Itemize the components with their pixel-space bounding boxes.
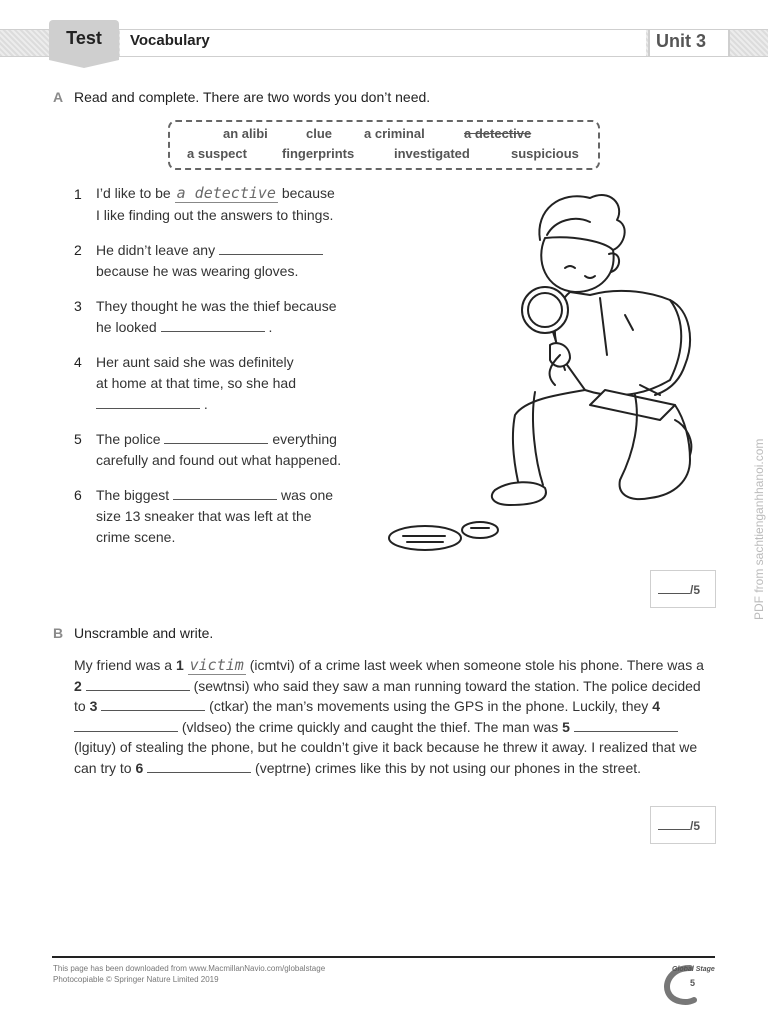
section-b-paragraph	[74, 655, 714, 778]
section-b-instruction: Unscramble and write.	[74, 625, 214, 641]
detective-illustration	[385, 180, 730, 560]
item-3-line-2	[96, 317, 396, 338]
item-number: 1	[74, 186, 82, 202]
score-a-blank[interactable]	[658, 583, 690, 594]
item-6-blank[interactable]	[173, 487, 277, 500]
item-2-line-1	[96, 240, 396, 261]
para-number: 5	[562, 718, 570, 735]
side-watermark: PDF from sachtienganhhanoi.com	[752, 438, 766, 620]
para-text: (icmtvi) of a crime last week when someone stole his phone. There was a	[245, 657, 704, 673]
word-bank-item: a suspect	[187, 146, 247, 161]
item-5-line-2: carefully and found out what happened.	[96, 452, 342, 468]
item-4-text-b: .	[203, 396, 208, 412]
word-bank-item: an alibi	[223, 126, 268, 141]
footer-download-note: This page has been downloaded from www.MacmillanNavio.com/globalstage	[53, 964, 326, 973]
para-number: 6	[135, 759, 144, 776]
item-3-line-1: They thought he was the thief because	[96, 298, 337, 314]
item-4-line-2: at home at that time, so she had	[96, 375, 297, 391]
word-bank-item: a criminal	[364, 126, 425, 141]
para-text: (sewtnsi) who said they saw a man running toward the station. The police decided to	[74, 677, 701, 714]
para-blank-3[interactable]	[101, 698, 205, 711]
para-number: 1	[175, 657, 184, 673]
para-text: (ctkar) the man’s movements using the GPS in the phone. Luckily, they	[205, 698, 653, 714]
item-5-line-1	[96, 429, 396, 450]
para-number: 3	[89, 698, 98, 714]
para-blank-4[interactable]	[74, 719, 178, 732]
score-b[interactable]	[658, 819, 700, 833]
item-number: 4	[74, 354, 82, 370]
para-text: (vldseo) the crime quickly and caught the thief. The man was	[178, 718, 563, 735]
footer-copyright: Photocopiable © Springer Nature Limited 2019	[53, 975, 219, 984]
item-1-text-a: I’d like to be	[96, 185, 171, 201]
item-number: 2	[74, 242, 82, 258]
score-a-total: /5	[690, 583, 701, 597]
word-bank-item: investigated	[394, 146, 470, 161]
item-6-text-b: was one	[280, 487, 334, 503]
section-a-instruction: Read and complete. There are two words you don’t need.	[74, 89, 431, 105]
logo-text: Global Stage	[672, 966, 715, 973]
item-1-answer: a detective	[176, 184, 276, 202]
para-blank-6[interactable]	[147, 760, 251, 773]
item-2-text-a: He didn’t leave any	[96, 242, 216, 258]
item-5-blank[interactable]	[164, 431, 268, 444]
word-bank-item: suspicious	[511, 146, 579, 161]
item-3-text-a: he looked	[96, 319, 157, 335]
item-5-text-a: The police	[96, 431, 161, 447]
para-text: My friend was a	[74, 657, 176, 673]
item-3-text-b: .	[268, 319, 273, 335]
word-bank-item: clue	[306, 126, 333, 141]
item-4-line-3	[96, 394, 396, 415]
para-number: 4	[652, 698, 660, 714]
global-stage-logo	[660, 960, 716, 1006]
item-6-line-1	[96, 485, 396, 506]
para-answer-1: victim	[189, 656, 244, 674]
para-text: (lgituy) of stealing the phone, but he couldn’t give it back because he threw it away. I realized that we can try to	[74, 739, 698, 776]
item-2-blank[interactable]	[219, 242, 323, 255]
item-1-line-2: I like finding out the answers to things.	[96, 207, 334, 223]
item-4-line-1: Her aunt said she was definitely	[96, 354, 294, 370]
item-4-blank[interactable]	[96, 396, 200, 409]
item-number: 5	[74, 431, 82, 447]
item-2-line-2: because he was wearing gloves.	[96, 263, 299, 279]
test-label: Test	[66, 28, 102, 48]
page-number: 5	[690, 978, 696, 988]
para-text: (veptrne) crimes like this by not using our phones in the street.	[251, 759, 642, 776]
para-blank-2[interactable]	[86, 678, 190, 691]
section-a-letter: A	[53, 89, 64, 105]
score-a[interactable]	[658, 583, 700, 597]
section-b-letter: B	[53, 625, 64, 641]
item-1-text-b: because	[281, 185, 335, 201]
score-b-total: /5	[690, 819, 701, 833]
para-blank-5[interactable]	[574, 719, 678, 732]
item-6-line-2: size 13 sneaker that was left at the	[96, 508, 312, 524]
item-number: 6	[74, 487, 82, 503]
unit-label: Unit 3	[656, 31, 707, 51]
item-3-blank[interactable]	[161, 319, 265, 332]
item-6-text-a: The biggest	[96, 487, 170, 503]
item-number: 3	[74, 298, 82, 314]
word-bank-item: fingerprints	[282, 146, 355, 161]
item-5-text-b: everything	[272, 431, 337, 447]
para-number: 2	[74, 677, 82, 694]
page-title: Vocabulary	[130, 32, 210, 49]
word-bank-item-used: a detective	[464, 126, 532, 141]
item-6-line-3: crime scene.	[96, 529, 176, 545]
item-1-line-1	[96, 183, 396, 204]
footer-rule	[52, 956, 715, 958]
score-b-blank[interactable]	[658, 819, 690, 830]
